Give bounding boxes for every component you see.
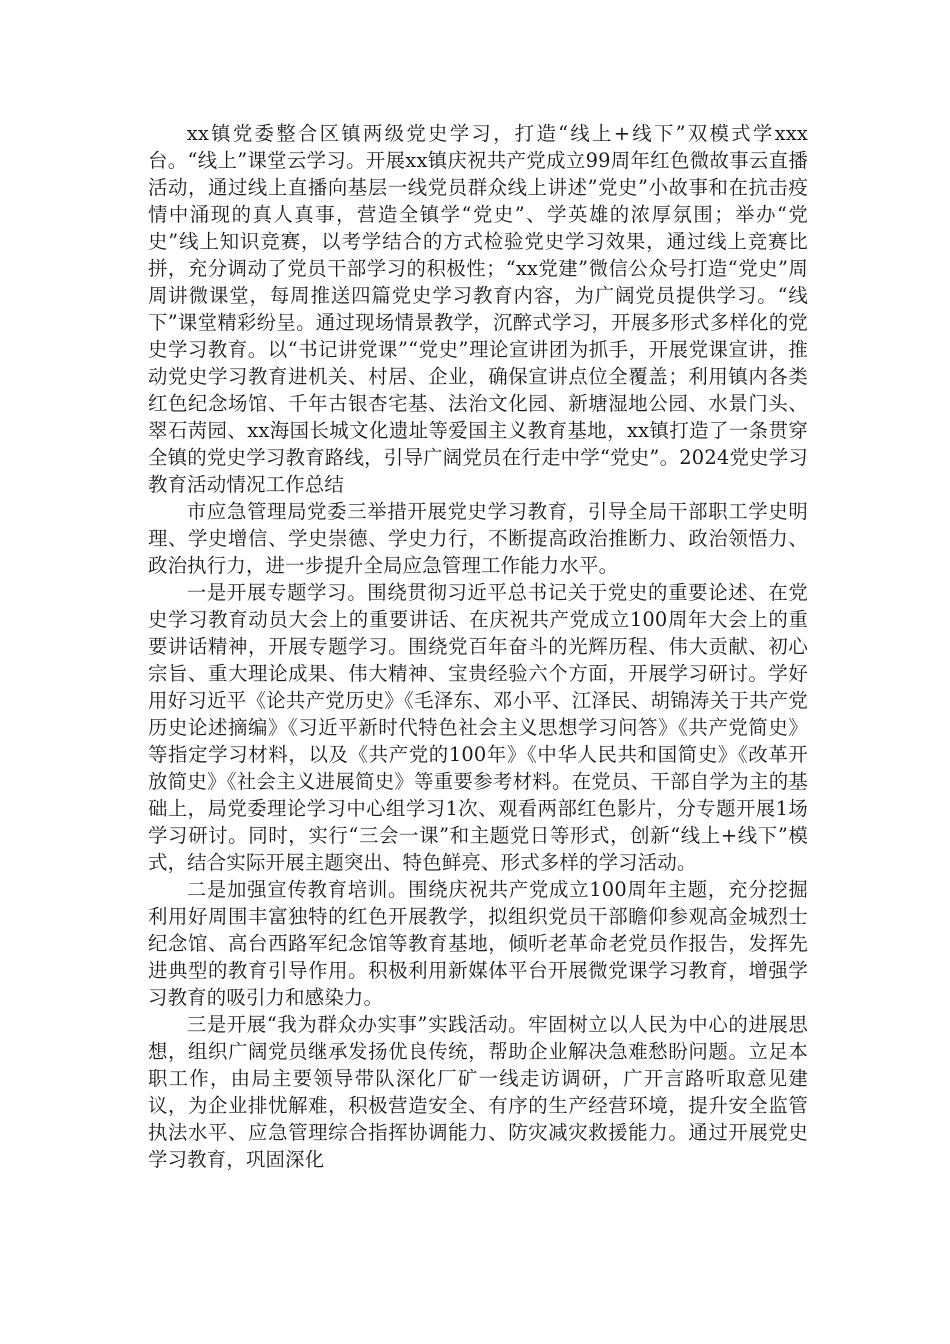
paragraph-practical-activity: 三是开展“我为群众办实事”实践活动。牢固树立以人民为中心的进展思想，组织广阔党员继承发扬优良传统，帮助企业解决急难愁盼问题。立足本职工作，由局主要领导带队深化厂矿一线走访调研，广开言路听取意见建议，为企业排忧解难，积极营造安全、有序的生产经营环境，提升安全监管执法水平、应急管理综合指挥协调能力、防灾减灾救援能力。通过开展党史学习教育，巩固深化: [148, 1013, 808, 1171]
paragraph-publicity-training: 二是加强宣传教育培训。围绕庆祝共产党成立100周年主题，充分挖掘利用好周围丰富独特的红色开展教学，拟组织党员干部瞻仰参观高金城烈士纪念馆、高台西路军纪念馆等教育基地，倾听老革命老党员作报告，发挥先进典型的教育引导作用。积极利用新媒体平台开展微党课学习教育，增强学习教育的吸引力和感染力。: [148, 878, 808, 1009]
paragraph-emergency-bureau-intro: 市应急管理局党委三举措开展党史学习教育，引导全局干部职工学史明理、学史增信、学史崇德、学史力行，不断提高政治推断力、政治领悟力、政治执行力，进一步提升全局应急管理工作能力水平。: [148, 500, 808, 577]
paragraph-special-study: 一是开展专题学习。围绕贯彻习近平总书记关于党史的重要论述、在党史学习教育动员大会上的重要讲话、在庆祝共产党成立100周年大会上的重要讲话精神，开展专题学习。围绕党百年奋斗的光辉历程、伟大贡献、初心宗旨、重大理论成果、伟大精神、宝贵经验六个方面，开展学习研讨。学好用好习近平《论共产党历史》《毛泽东、邓小平、江泽民、胡锦涛关于共产党历史论述摘编》《习近平新时代特色社会主义思想学习问答》《共产党简史》等指定学习材料，以及《共产党的100年》《中华人民共和国简史》《改革开放简史》《社会主义进展简史》等重要参考材料。在党员、干部自学为主的基础上，局党委理论学习中心组学习1次、观看两部红色影片，分专题开展1场学习研讨。同时，实行“三会一课”和主题党日等形式，创新“线上+线下”模式，结合实际开展主题突出、特色鲜亮、形式多样的学习活动。: [148, 581, 808, 874]
paragraph-xx-town-study: xx镇党委整合区镇两级党史学习，打造“线上+线下”双模式学xxx台。“线上”课堂云学习。开展xx镇庆祝共产党成立99周年红色微故事云直播活动，通过线上直播向基层一线党员群众线上讲述”党史”小故事和在抗击疫情中涌现的真人真事，营造全镇学“党史”、学英雄的浓厚氛围；举办“党史”线上知识竞赛，以考学结合的方式检验党史学习效果，通过线上竞赛比拼，充分调动了党员干部学习的积极性；“xx党建”微信公众号打造“党史”周周讲微课堂，每周推送四篇党史学习教育内容，为广阔党员提供学习。“线下”课堂精彩纷呈。通过现场情景教学，沉醉式学习，开展多形式多样化的党史学习教育。以“书记讲党课”“党史”理论宣讲团为抓手，开展党课宣讲，推动党史学习教育进机关、村居、企业，确保宣讲点位全覆盖；利用镇内各类红色纪念场馆、千年古银杏宅基、法治文化园、新塘湿地公园、水景门头、翠石苪园、xx海国长城文化遗址等爱国主义教育基地，xx镇打造了一条贯穿全镇的党史学习教育路线，引导广阔党员在行走中学“党史”。2024党史学习教育活动情况工作总结: [148, 122, 808, 496]
document-body: [148, 120, 808, 1173]
